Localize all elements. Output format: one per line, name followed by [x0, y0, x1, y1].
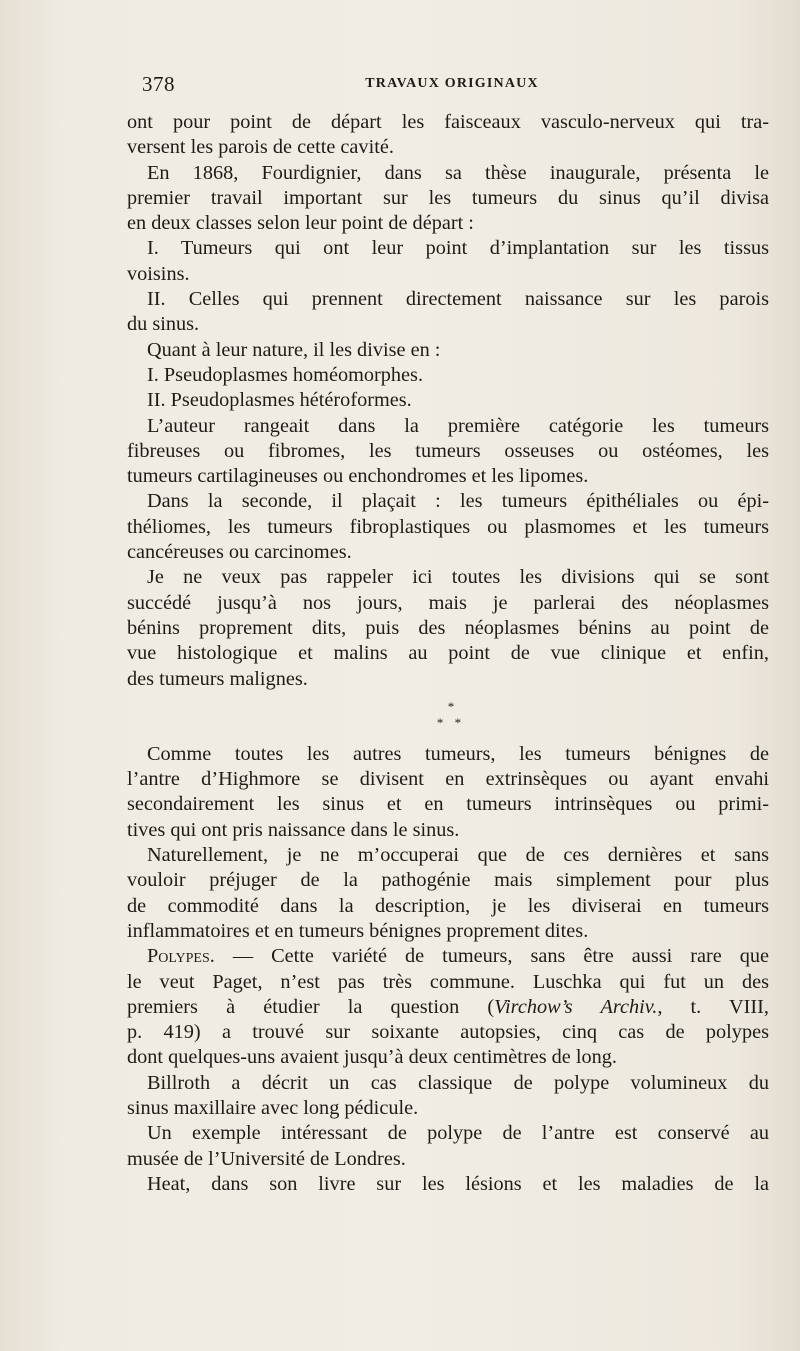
text-fragment: premiers à étudier la question (: [127, 995, 495, 1018]
text-line: p. 419) a trouvé sur soixante autopsies, cinq cas de polypes: [127, 1021, 769, 1044]
asterism-top: *: [447, 698, 455, 714]
text-line: vue histologique et malins au point de vue clinique et enfin,: [127, 642, 769, 665]
asterism-bottom: * *: [436, 714, 466, 730]
text-line: versent les parois de cette cavité.: [127, 136, 394, 159]
text-line-citation: [127, 995, 769, 1020]
text-line: Dans la seconde, il plaçait : les tumeurs épithéliales ou épi-: [147, 490, 769, 513]
text-line: sinus maxillaire avec long pédicule.: [127, 1096, 419, 1119]
text-line: musée de l’Université de Londres.: [127, 1147, 406, 1170]
text-line: Un exemple intéressant de polype de l’antre est conservé au: [147, 1122, 769, 1145]
citation-title: Virchow’s Archiv.: [494, 995, 658, 1018]
text-line: tumeurs cartilagineuses ou enchondromes et les lipomes.: [127, 465, 589, 488]
text-line: tives qui ont pris naissance dans le sinus.: [127, 818, 460, 841]
text-line-polypes: [127, 944, 769, 969]
text-line: vouloir préjuger de la pathogénie mais simplement pour plus: [127, 869, 769, 892]
text-line: inflammatoires et en tumeurs bénignes proprement dites.: [127, 919, 589, 942]
text-line: secondairement les sinus et en tumeurs intrinsèques ou primi-: [127, 793, 769, 816]
text-line: II. Celles qui prennent directement naissance sur les parois: [147, 288, 769, 311]
text-line: le veut Paget, n’est pas très commune. Luschka qui fut un des: [127, 970, 769, 993]
section-asterism: [127, 692, 769, 742]
text-line: dont quelques-uns avaient jusqu’à deux centimètres de long.: [127, 1046, 617, 1069]
page-header: [136, 68, 768, 102]
text-line: du sinus.: [127, 313, 200, 336]
section-heading-polypes: Polypes.: [147, 945, 215, 968]
text-line: En 1868, Fourdignier, dans sa thèse inaugurale, présenta le: [147, 161, 769, 184]
text-line: fibreuses ou fibromes, les tumeurs osseuses ou ostéomes, les: [127, 439, 769, 462]
text-line: théliomes, les tumeurs fibroplastiques ou plasmomes et les tumeurs: [127, 515, 769, 538]
text-line: cancéreuses ou carcinomes.: [127, 541, 352, 564]
text-line: voisins.: [127, 262, 190, 285]
text-line: Je ne veux pas rappeler ici toutes les divisions qui se sont: [147, 566, 769, 589]
text-line: succédé jusqu’à nos jours, mais je parlerai des néoplasmes: [127, 591, 769, 614]
text-line: Heat, dans son livre sur les lésions et les maladies de la: [147, 1172, 769, 1195]
text-line: ont pour point de départ les faisceaux vasculo-nerveux qui tra-: [127, 111, 769, 133]
text-line: Billroth a décrit un cas classique de polype volumineux du: [147, 1071, 769, 1094]
text-line: Comme toutes les autres tumeurs, les tumeurs bénignes de: [147, 742, 769, 765]
text-line: Quant à leur nature, il les divise en :: [147, 338, 441, 361]
text-line: I. Tumeurs qui ont leur point d’implantation sur les tissus: [147, 237, 769, 260]
text-line: Naturellement, je ne m’occuperai que de ces dernières et sans: [147, 844, 769, 867]
text-line: II. Pseudoplasmes hétéroformes.: [147, 389, 412, 412]
text-line: de commodité dans la description, je les diviserai en tumeurs: [127, 894, 769, 917]
text-line: premier travail important sur les tumeurs du sinus qu’il divisa: [127, 186, 769, 209]
running-title: TRAVAUX ORIGINAUX: [365, 76, 539, 91]
text-line: l’antre d’Highmore se divisent en extrinsèques ou ayant envahi: [127, 768, 769, 791]
text-line: I. Pseudoplasmes homéomorphes.: [147, 363, 424, 386]
text-line: L’auteur rangeait dans la première catégorie les tumeurs: [147, 414, 769, 437]
text-fragment: , t. VIII,: [657, 995, 770, 1018]
text-line: en deux classes selon leur point de départ :: [127, 212, 474, 235]
body-text: [127, 110, 769, 1197]
text-fragment: — Cette variété de tumeurs, sans être aussi rare que: [214, 945, 769, 968]
page-number: 378: [142, 72, 175, 96]
text-line: bénins proprement dits, puis des néoplasmes bénins au point de: [127, 616, 769, 639]
text-line: des tumeurs malignes.: [127, 667, 308, 690]
